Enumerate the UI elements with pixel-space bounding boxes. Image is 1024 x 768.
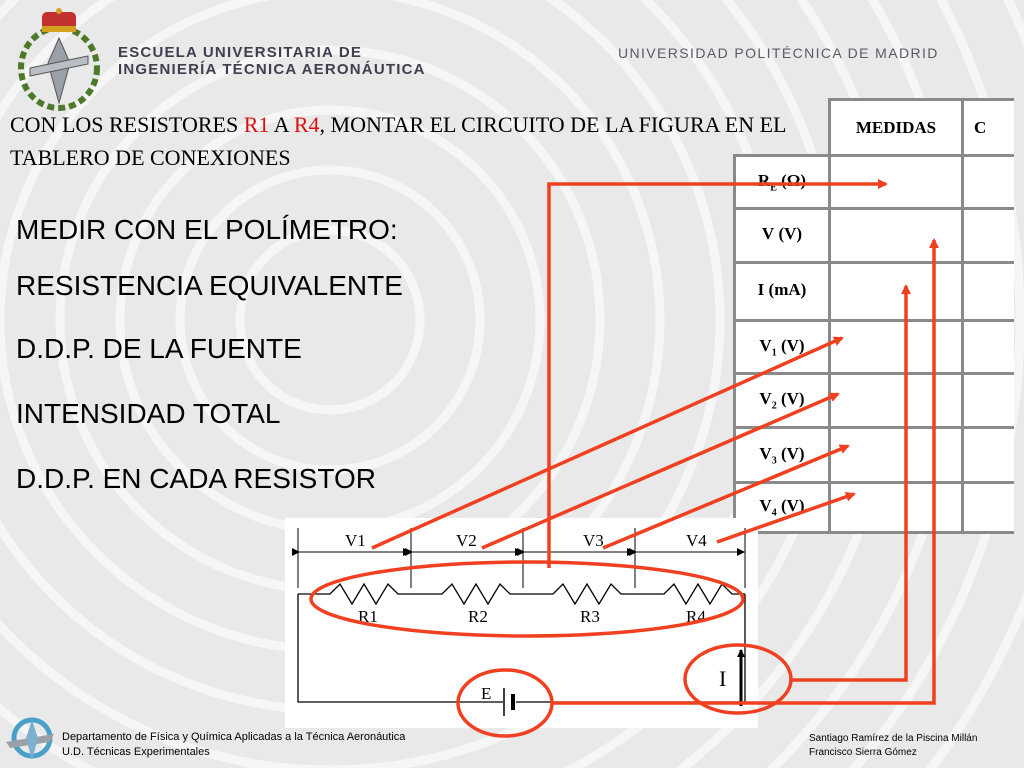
table-row-label: V (V) [735,209,830,263]
label-v3: V3 [583,531,604,550]
table-header-medidas: MEDIDAS [830,100,963,156]
footer-department-line2: U.D. Técnicas Experimentales [62,746,210,758]
table-row-label: $V_3$ (V) [735,428,830,483]
measure-item-total-current: INTENSIDAD TOTAL [16,398,281,429]
label-r3: R3 [580,607,600,626]
school-name-line1: ESCUELA UNIVERSITARIA DE [118,44,363,61]
intro-r4: R4 [293,112,320,137]
measure-item-source-voltage: D.D.P. DE LA FUENTE [16,333,302,364]
intro-r1: R1 [243,112,270,137]
table-row-label: $R_E$ (Ω) [735,156,830,209]
label-r2: R2 [468,607,488,626]
intro-text-2: A [269,112,294,137]
circuit-wires [298,584,745,702]
table-row-label: $V_4$ (V) [735,483,830,533]
table-row-label: $V_1$ (V) [735,321,830,374]
measure-heading: MEDIR CON EL POLÍMETRO: [16,214,398,245]
table-header-extra: C [963,100,1015,156]
footer-author-2: Francisco Sierra Gómez [809,747,917,758]
label-r4: R4 [686,607,706,626]
school-name-line2: INGENIERÍA TÉCNICA AERONÁUTICA [118,61,426,78]
footer-department [62,730,405,760]
label-v1: V1 [345,531,366,550]
label-current: I [719,666,727,691]
measure-item-equivalent-resistance: RESISTENCIA EQUIVALENTE [16,270,403,301]
intro-text-3: , MONTAR EL CIRCUITO DE LA FIGURA EN EL TABLERO DE CONEXIONES [10,112,786,170]
university-name: UNIVERSIDAD POLITÉCNICA DE MADRID [618,45,939,61]
table-row-label: $V_2$ (V) [735,374,830,428]
measure-item-resistor-voltage: D.D.P. EN CADA RESISTOR [16,463,376,494]
footer-author-1: Santiago Ramírez de la Piscina Millán [809,733,978,744]
label-source: E [481,684,492,703]
department-logo [4,712,58,764]
footer-authors [809,732,977,760]
label-v2: V2 [456,531,477,550]
footer-department-line1: Departamento de Física y Química Aplicadas a la Técnica Aeronáutica [62,731,406,743]
annotation-arrows [311,184,934,736]
label-v4: V4 [686,531,707,550]
table-row-label: I (mA) [735,263,830,321]
battery-icon [504,688,513,716]
intro-text-1: CON LOS RESISTORES [10,112,244,137]
label-r1: R1 [358,607,378,626]
